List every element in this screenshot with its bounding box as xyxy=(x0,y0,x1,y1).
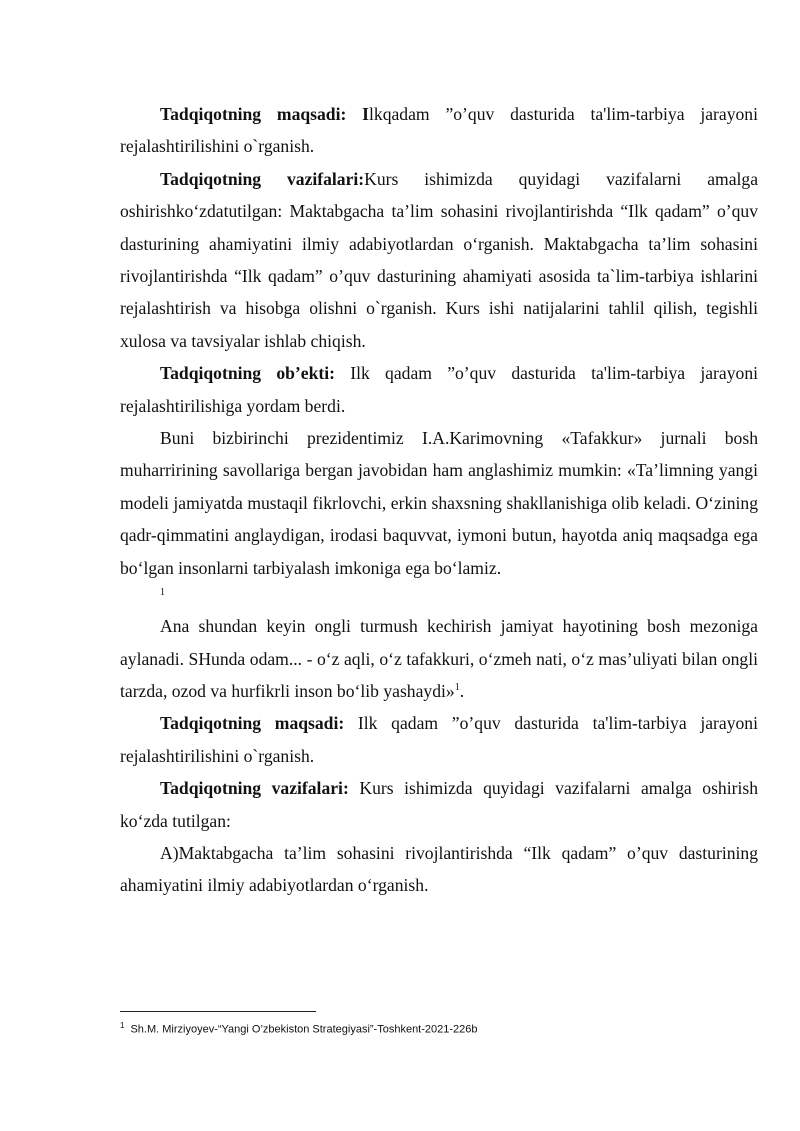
footnote xyxy=(120,1019,478,1037)
heading-goal-repeat: Tadqiqotning maqsadi: xyxy=(160,713,345,734)
paragraph-quote-continued-text: Ana shundan keyin ongli turmush kechirish jamiyat hayotining bosh mezoniga aylanadi. SHunda odam... - o‘z aqli, o‘z tafakkuri, o‘zmeh nati, o‘z mas’uliyati bilan ongli tarzda, ozod va hurfikrli inson bo‘lib yashaydi» xyxy=(120,616,758,701)
paragraph-goal-repeat-text: Ilk qadam ”o’quv dasturida ta'lim-tarbiya jarayoni rejalashtirilishini o`rganish. xyxy=(120,713,758,766)
footnote-separator xyxy=(120,1011,316,1012)
heading-goal: Tadqiqotning maqsadi: I xyxy=(160,104,370,124)
paragraph-quote-continued-end: . xyxy=(459,680,465,701)
heading-tasks: Tadqiqotning vazifalari: xyxy=(160,168,365,189)
paragraph-object xyxy=(120,357,758,422)
document-body xyxy=(120,98,758,902)
paragraph-quote xyxy=(120,422,758,584)
footnote-marker: 1 xyxy=(160,587,165,599)
paragraph-quote-text: Buni bizbirinchi prezidentimiz I.A.Karimovning «Tafakkur» jurnali bosh muharririning savollariga bergan javobidan ham anglashimiz mumkin: «Ta’limning yangi modeli jamiyatda mustaqil fikrlovchi, erkin shaxsning shakllanishiga olib keladi. O‘zining qadr-qimmatini anglaydigan, irodasi baquvvat, iymoni butun, hayotda aniq maqsadga ega bo‘lgan insonlarni tarbiyalash imkoniga ega bo‘lamiz. xyxy=(120,428,758,578)
paragraph-tasks-repeat-text: Kurs ishimizda quyidagi vazifalarni amalga oshirish ko‘zda tutilgan: xyxy=(120,778,759,831)
paragraph-goal xyxy=(120,98,758,163)
paragraph-goal-text: lkqadam ”o’quv dasturida ta'lim-tarbiya jarayoni rejalashtirilishini o`rganish. xyxy=(120,104,758,157)
paragraph-object-text: Ilk qadam ”o’quv dasturida ta'lim-tarbiya jarayoni rejalashtirilishiga yordam berdi. xyxy=(120,363,759,416)
paragraph-task-a-text: A)Maktabgacha ta’lim sohasini rivojlantirishda “Ilk qadam” o’quv dasturining ahamiyatini ilmiy adabiyotlardan o‘rganish. xyxy=(120,842,758,896)
heading-tasks-repeat: Tadqiqotning vazifalari: xyxy=(160,778,349,799)
paragraph-tasks xyxy=(120,163,758,357)
heading-object: Tadqiqotning ob’ekti: xyxy=(160,363,335,384)
footnote-text: Sh.M. Mirziyoyev-“Yangi O’zbekiston Strategiyasi”-Toshkent-2021-226b xyxy=(130,1023,478,1036)
paragraph-tasks-text: Kurs ishimizda quyidagi vazifalarni amalga oshirishko‘zdatutilgan: Maktabgacha ta’lim sohasini rivojlantirishda “Ilk qadam” o’quv dasturining ahamiyatini ilmiy adabiyotlardan o‘rganish. Maktabgacha ta’lim sohasini rivojlantirishda “Ilk qadam” o’quv dasturining ahamiyati asosida ta`lim-tarbiya ishlarini rejalashtirish va hisobga olishni o`rganish. Kurs ishi natijalarini tahlil qilish, tegishli xulosa va tavsiyalar ishlab chiqish. xyxy=(120,168,758,351)
footnote-reference[interactable]: 1 xyxy=(454,682,460,694)
paragraph-quote-continued xyxy=(120,610,758,707)
paragraph-goal-repeat xyxy=(120,707,758,772)
paragraph-task-a xyxy=(120,837,758,902)
paragraph-tasks-repeat xyxy=(120,772,758,837)
footnote-number: 1 xyxy=(120,1021,125,1030)
